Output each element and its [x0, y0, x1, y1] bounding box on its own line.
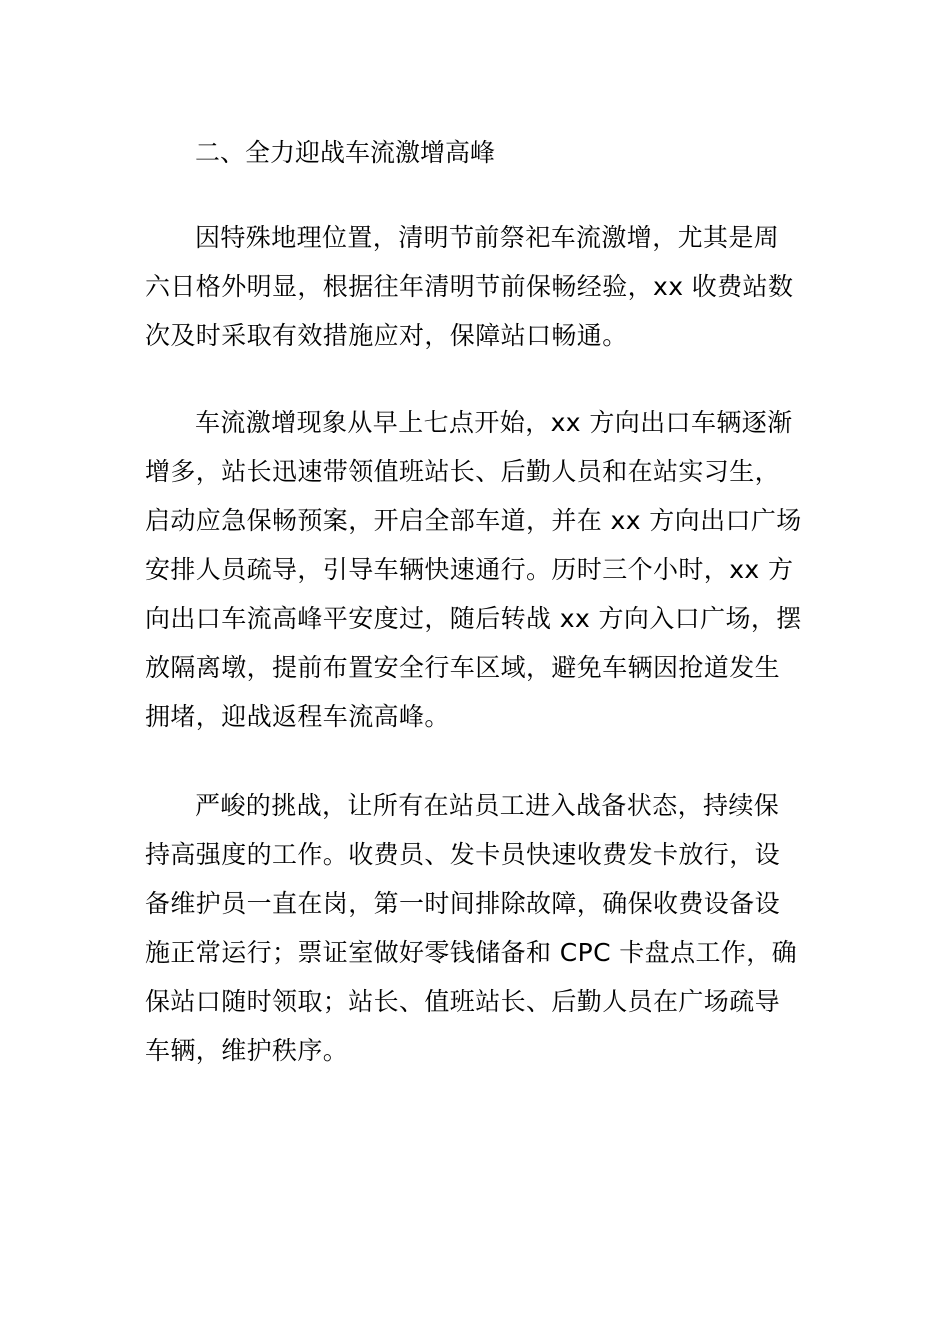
paragraph-line: 备维护员一直在岗，第一时间排除故障，确保收费设备设 — [145, 889, 781, 918]
paragraph-line: 启动应急保畅预案，开启全部车道，并在 xx 方向出口广场 — [145, 506, 802, 535]
paragraph-line: 因特殊地理位置，清明节前祭祀车流激增，尤其是周 — [195, 223, 780, 252]
paragraph-line: 严峻的挑战，让所有在站员工进入战备状态，持续保 — [195, 791, 780, 820]
paragraph-line: 向出口车流高峰平安度过，随后转战 xx 方向入口广场，摆 — [145, 604, 802, 633]
paragraph-2 — [145, 398, 805, 741]
paragraph-line: 施正常运行；票证室做好零钱储备和 CPC 卡盘点工作，确 — [145, 938, 798, 967]
paragraph-line: 次及时采取有效措施应对，保障站口畅通。 — [145, 321, 628, 350]
paragraph-line: 车辆，维护秩序。 — [145, 1036, 349, 1065]
paragraph-line: 安排人员疏导，引导车辆快速通行。历时三个小时，xx 方 — [145, 555, 794, 584]
paragraph-line: 增多，站长迅速带领值班站长、后勤人员和在站实习生， — [145, 457, 781, 486]
section-heading: 二、全力迎战车流激增高峰 — [195, 138, 496, 167]
paragraph-line: 放隔离墩，提前布置安全行车区域，避免车辆因抢道发生 — [145, 653, 781, 682]
paragraph-line: 保站口随时领取；站长、值班站长、后勤人员在广场疏导 — [145, 987, 781, 1016]
paragraph-3 — [145, 781, 805, 1075]
paragraph-line: 车流激增现象从早上七点开始，xx 方向出口车辆逐渐 — [195, 408, 793, 437]
paragraph-1 — [145, 213, 805, 360]
paragraph-line: 拥堵，迎战返程车流高峰。 — [145, 702, 450, 731]
paragraph-line: 持高强度的工作。收费员、发卡员快速收费发卡放行，设 — [145, 840, 781, 869]
paragraph-line: 六日格外明显，根据往年清明节前保畅经验，xx 收费站数 — [145, 272, 794, 301]
